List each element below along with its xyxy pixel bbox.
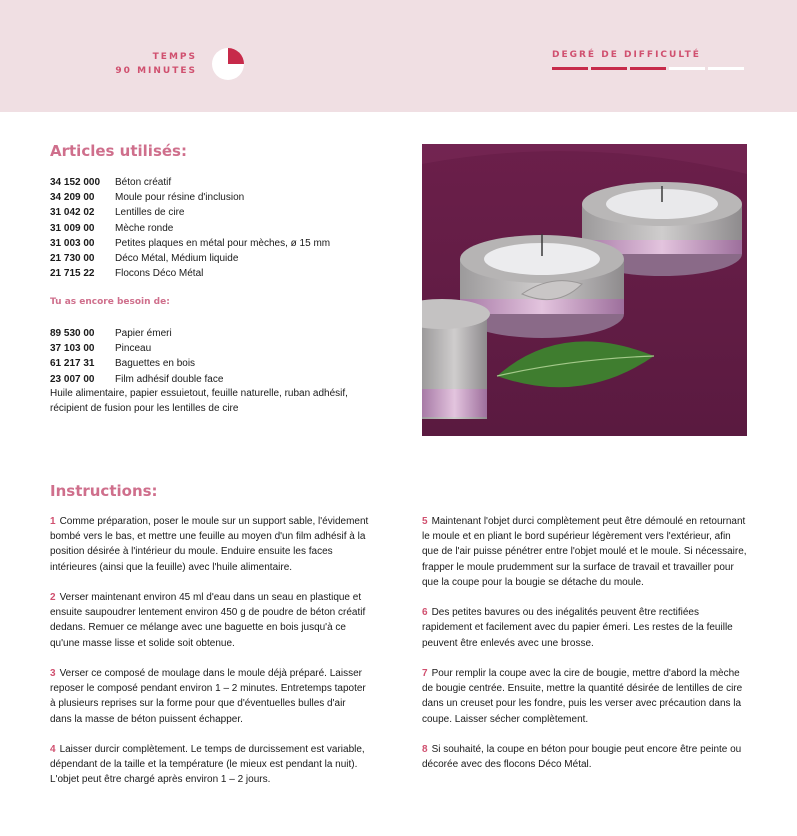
clock-icon: [211, 47, 245, 81]
need-item: [50, 326, 223, 341]
instruction-step: [422, 742, 747, 772]
need-code: 89 530 00: [50, 328, 95, 339]
step-text: Laisser durcir complètement. Le temps de durcissement est variable, dépendant de la taille et la température (le mieux est pendant la nuit). L'objet peut être chargé après environ 1 – 2 jours.: [50, 744, 365, 786]
need-name: Papier émeri: [115, 328, 172, 339]
difficulty-bar: [552, 67, 588, 70]
step-number: 1: [50, 516, 56, 527]
article-code: 31 003 00: [50, 237, 95, 249]
step-number: 2: [50, 592, 56, 603]
article-code: 31 042 02: [50, 207, 95, 219]
article-name: Déco Métal, Médium liquide: [115, 253, 239, 265]
step-number: 4: [50, 744, 56, 755]
need-item: [50, 372, 223, 387]
clock-fill-wedge: [228, 48, 244, 64]
step-number: 7: [422, 668, 428, 679]
candle-photo: [422, 144, 747, 436]
instructions-left-column: [50, 514, 370, 803]
article-item: [50, 175, 330, 190]
step-text: Verser ce composé de moulage dans le moule déjà préparé. Laisser reposer le composé pendant environ 1 – 2 minutes. Entretemps tapoter à plusieurs reprises sur la forme pour que d'éventuelles bulles d'air dans la masse de béton puissent échapper.: [50, 668, 366, 725]
article-name: Lentilles de cire: [115, 207, 185, 219]
article-code: 34 209 00: [50, 192, 95, 204]
instruction-step: [422, 666, 747, 727]
article-item: [50, 236, 330, 251]
need-code: 37 103 00: [50, 343, 95, 355]
step-text: Des petites bavures ou des inégalités peuvent être rectifiées rapidement et facilement avec du papier émeri. Les restes de la feuille peuvent être enlevés avec une brosse.: [422, 607, 733, 649]
instruction-step: [422, 605, 747, 651]
instruction-step: [50, 514, 370, 575]
article-item: [50, 251, 330, 266]
step-number: 6: [422, 607, 428, 619]
step-text: Maintenant l'objet durci complètement peut être démoulé en retournant le moule et en pliant le bord supérieur légèrement vers l'extérieur, afin que de l'air puisse pénétrer entre l'objet moulé et le moule. Si nécessaire, frapper le moule prudemment sur la surface de travail et travailler pour que la coupe pour la bougie se détache du moule.: [422, 516, 747, 588]
article-code: 21 715 22: [50, 268, 95, 280]
need-name: Film adhésif double face: [115, 373, 224, 385]
step-text: Comme préparation, poser le moule sur un support sable, l'évidement bombé vers le bas, et mettre une feuille au moyen d'un film adhésif à la position désirée à l'intérieur du moule. Enduire ensuite les faces intérieures (ainsi que la feuille) avec l'huile alimentaire.: [50, 516, 369, 573]
articles-title: Articles utilisés:: [50, 142, 187, 160]
article-code: 31 009 00: [50, 222, 95, 234]
article-item: [50, 221, 330, 236]
article-name: Flocons Déco Métal: [115, 268, 204, 280]
need-name: Pinceau: [115, 343, 152, 355]
articles-list: [50, 175, 330, 281]
difficulty-bar: [630, 67, 666, 70]
time-label: TEMPS: [152, 52, 197, 62]
difficulty-bar: [708, 67, 744, 70]
need-item: [50, 341, 223, 356]
article-item: [50, 205, 330, 220]
time-value: 90 MINUTES: [115, 66, 197, 76]
time-indicator: [115, 50, 197, 78]
difficulty-bar: [669, 67, 705, 70]
instruction-step: [422, 514, 747, 590]
difficulty-bar: [591, 67, 627, 70]
need-name: Baguettes en bois: [115, 358, 196, 370]
difficulty-label: DEGRÉ DE DIFFICULTÉ: [552, 50, 701, 60]
step-number: 5: [422, 516, 428, 527]
step-text: Pour remplir la coupe avec la cire de bougie, mettre d'abord la mèche de bougie centrée. Ensuite, mettre la quantité désirée de lentilles de cire dans un creuset pour les fondre, puis les verser avec précaution dans la coupe. Laisser sécher complètement.: [422, 668, 743, 725]
needs-extra: [50, 386, 370, 416]
need-code: 61 217 31: [50, 358, 95, 370]
needs-extra-line: Huile alimentaire, papier essuietout, feuille naturelle, ruban adhésif,: [50, 388, 348, 399]
article-item: [50, 190, 330, 205]
article-name: Petites plaques en métal pour mèches, ø 15 mm: [115, 237, 331, 249]
instruction-step: [50, 742, 370, 788]
article-name: Mèche ronde: [115, 222, 174, 234]
article-name: Béton créatif: [115, 177, 172, 188]
step-text: Verser maintenant environ 45 ml d'eau dans un seau en plastique et ensuite saupoudrer lentement environ 450 g de poudre de béton créatif dedans. Remuer ce mélange avec une baguette en bois jusqu'à ce qu'une masse lisse et solide soit obtenue.: [50, 592, 366, 649]
step-text: Si souhaité, la coupe en béton pour bougie peut encore être peinte ou décorée avec des flocons Déco Métal.: [422, 744, 742, 771]
article-name: Moule pour résine d'inclusion: [115, 192, 245, 204]
instructions-title: Instructions:: [50, 482, 158, 500]
need-item: [50, 356, 223, 371]
article-item: [50, 266, 330, 281]
needs-extra-line: récipient de fusion pour les lentilles de cire: [50, 403, 239, 415]
difficulty-bars: [552, 67, 744, 70]
needs-title: Tu as encore besoin de:: [50, 297, 170, 307]
step-number: 3: [50, 668, 56, 679]
article-code: 34 152 000: [50, 177, 101, 188]
article-code: 21 730 00: [50, 253, 95, 265]
needs-list: [50, 326, 223, 387]
need-code: 23 007 00: [50, 373, 95, 385]
instruction-step: [50, 666, 370, 727]
instructions-right-column: [422, 514, 747, 788]
step-number: 8: [422, 744, 428, 755]
instruction-step: [50, 590, 370, 651]
